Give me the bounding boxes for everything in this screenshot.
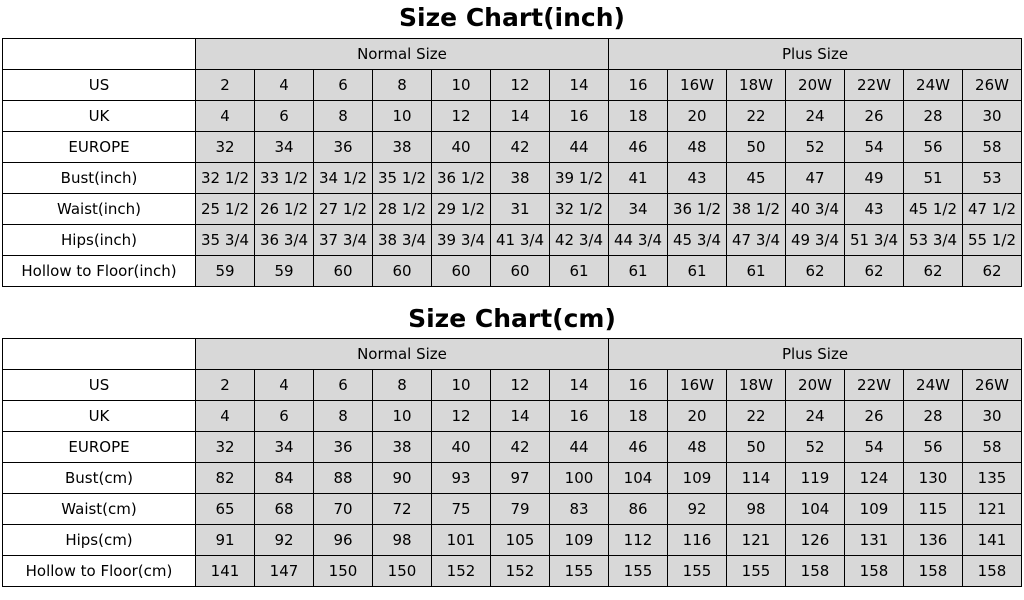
table-row [3, 370, 1022, 401]
table-cell: 36 3/4 [255, 224, 314, 255]
table-cell: 93 [432, 463, 491, 494]
table-cell: 12 [432, 401, 491, 432]
table-cell: 42 [491, 131, 550, 162]
table-corner-cell [3, 38, 196, 69]
table-cell: 131 [845, 525, 904, 556]
table-cell: 141 [963, 525, 1022, 556]
table-cell: 60 [432, 255, 491, 286]
table-cell: 92 [255, 525, 314, 556]
table-cell: 91 [196, 525, 255, 556]
table-cell: 8 [373, 370, 432, 401]
table-cell: 46 [609, 131, 668, 162]
table-cell: 150 [373, 556, 432, 587]
table-cell: 86 [609, 494, 668, 525]
table-cell: 141 [196, 556, 255, 587]
table-cell: 109 [668, 463, 727, 494]
table-cell: 54 [845, 432, 904, 463]
table-cell: 22 [727, 100, 786, 131]
table-cell: 45 [727, 162, 786, 193]
table-cell: 62 [904, 255, 963, 286]
group-header-normal-size: Normal Size [196, 38, 609, 69]
table-cell: 114 [727, 463, 786, 494]
table-cell: 22W [845, 69, 904, 100]
table-cell: 130 [904, 463, 963, 494]
table-cell: 20 [668, 100, 727, 131]
table-cell: 31 [491, 193, 550, 224]
group-header-row [3, 38, 1022, 69]
table-cell: 26W [963, 370, 1022, 401]
table-row [3, 401, 1022, 432]
table-cell: 90 [373, 463, 432, 494]
page-title-cm: Size Chart(cm) [408, 303, 616, 333]
table-row [3, 463, 1022, 494]
table-cell: 61 [550, 255, 609, 286]
table-row [3, 525, 1022, 556]
table-cell: 16 [609, 370, 668, 401]
table-cell: 26 [845, 100, 904, 131]
row-label: Hollow to Floor(cm) [3, 556, 196, 587]
table-cell: 83 [550, 494, 609, 525]
table-cell: 10 [432, 69, 491, 100]
table-cell: 126 [786, 525, 845, 556]
table-cell: 41 [609, 162, 668, 193]
size-chart-cm-table [2, 338, 1022, 587]
table-cell: 112 [609, 525, 668, 556]
table-cell: 16 [550, 401, 609, 432]
table-cell: 56 [904, 131, 963, 162]
table-cell: 38 [373, 432, 432, 463]
group-header-plus-size: Plus Size [609, 339, 1022, 370]
table-cell: 26 1/2 [255, 193, 314, 224]
size-chart-cm-block [0, 301, 1024, 588]
table-cell: 34 1/2 [314, 162, 373, 193]
table-cell: 43 [845, 193, 904, 224]
table-cell: 6 [255, 100, 314, 131]
table-cell: 52 [786, 131, 845, 162]
table-cell: 121 [727, 525, 786, 556]
table-cell: 48 [668, 432, 727, 463]
table-cell: 88 [314, 463, 373, 494]
table-cell: 22 [727, 401, 786, 432]
table-cell: 48 [668, 131, 727, 162]
table-cell: 155 [609, 556, 668, 587]
table-cell: 29 1/2 [432, 193, 491, 224]
table-cell: 45 1/2 [904, 193, 963, 224]
table-cell: 16 [609, 69, 668, 100]
table-cell: 32 1/2 [196, 162, 255, 193]
table-cell: 58 [963, 432, 1022, 463]
table-cell: 12 [491, 69, 550, 100]
table-cell: 44 [550, 131, 609, 162]
table-cell: 58 [963, 131, 1022, 162]
table-cell: 8 [314, 100, 373, 131]
table-cell: 28 [904, 401, 963, 432]
row-label: Bust(inch) [3, 162, 196, 193]
table-cell: 4 [196, 100, 255, 131]
table-cell: 18 [609, 401, 668, 432]
table-cell: 20 [668, 401, 727, 432]
table-cell: 42 [491, 432, 550, 463]
table-cell: 18W [727, 370, 786, 401]
table-cell: 32 [196, 432, 255, 463]
table-cell: 36 1/2 [432, 162, 491, 193]
table-cell: 16W [668, 370, 727, 401]
size-chart-cm-body [3, 339, 1022, 587]
table-cell: 60 [314, 255, 373, 286]
table-cell: 26W [963, 69, 1022, 100]
table-cell: 41 3/4 [491, 224, 550, 255]
row-label: US [3, 370, 196, 401]
table-cell: 105 [491, 525, 550, 556]
table-cell: 97 [491, 463, 550, 494]
table-cell: 2 [196, 370, 255, 401]
table-cell: 109 [845, 494, 904, 525]
table-cell: 10 [373, 100, 432, 131]
table-cell: 55 1/2 [963, 224, 1022, 255]
row-label: US [3, 69, 196, 100]
table-cell: 14 [491, 100, 550, 131]
table-cell: 61 [609, 255, 668, 286]
table-cell: 49 [845, 162, 904, 193]
table-cell: 40 [432, 432, 491, 463]
table-cell: 45 3/4 [668, 224, 727, 255]
table-cell: 158 [963, 556, 1022, 587]
table-cell: 136 [904, 525, 963, 556]
table-cell: 59 [255, 255, 314, 286]
table-cell: 6 [314, 69, 373, 100]
table-cell: 82 [196, 463, 255, 494]
table-cell: 47 1/2 [963, 193, 1022, 224]
table-cell: 96 [314, 525, 373, 556]
table-cell: 28 1/2 [373, 193, 432, 224]
group-header-normal-size: Normal Size [196, 339, 609, 370]
table-row [3, 432, 1022, 463]
table-row [3, 556, 1022, 587]
row-label: Waist(inch) [3, 193, 196, 224]
table-cell: 16 [550, 100, 609, 131]
row-label: Waist(cm) [3, 494, 196, 525]
table-cell: 35 3/4 [196, 224, 255, 255]
table-cell: 98 [373, 525, 432, 556]
table-cell: 6 [255, 401, 314, 432]
table-cell: 60 [373, 255, 432, 286]
table-cell: 34 [609, 193, 668, 224]
table-row [3, 193, 1022, 224]
table-cell: 61 [727, 255, 786, 286]
table-cell: 4 [255, 69, 314, 100]
table-cell: 40 3/4 [786, 193, 845, 224]
table-cell: 53 [963, 162, 1022, 193]
size-chart-inch-block [0, 0, 1024, 287]
table-cell: 24W [904, 69, 963, 100]
table-cell: 84 [255, 463, 314, 494]
table-cell: 30 [963, 401, 1022, 432]
table-cell: 152 [491, 556, 550, 587]
table-cell: 34 [255, 432, 314, 463]
table-cell: 16W [668, 69, 727, 100]
table-row [3, 162, 1022, 193]
table-cell: 101 [432, 525, 491, 556]
table-cell: 158 [845, 556, 904, 587]
table-cell: 14 [491, 401, 550, 432]
table-cell: 98 [727, 494, 786, 525]
table-cell: 62 [963, 255, 1022, 286]
table-cell: 119 [786, 463, 845, 494]
table-cell: 75 [432, 494, 491, 525]
table-cell: 158 [786, 556, 845, 587]
table-cell: 56 [904, 432, 963, 463]
table-cell: 36 [314, 432, 373, 463]
table-cell: 27 1/2 [314, 193, 373, 224]
row-label: UK [3, 100, 196, 131]
table-cell: 12 [491, 370, 550, 401]
table-cell: 20W [786, 370, 845, 401]
table-cell: 39 3/4 [432, 224, 491, 255]
table-row [3, 69, 1022, 100]
table-cell: 61 [668, 255, 727, 286]
table-cell: 38 3/4 [373, 224, 432, 255]
table-row [3, 255, 1022, 286]
table-cell: 60 [491, 255, 550, 286]
row-label: EUROPE [3, 131, 196, 162]
table-row [3, 131, 1022, 162]
table-cell: 70 [314, 494, 373, 525]
table-cell: 24 [786, 100, 845, 131]
table-corner-cell [3, 339, 196, 370]
table-cell: 104 [786, 494, 845, 525]
table-cell: 124 [845, 463, 904, 494]
table-cell: 24 [786, 401, 845, 432]
row-label: Bust(cm) [3, 463, 196, 494]
table-cell: 47 3/4 [727, 224, 786, 255]
table-cell: 155 [727, 556, 786, 587]
row-label: Hips(inch) [3, 224, 196, 255]
table-cell: 4 [196, 401, 255, 432]
table-cell: 44 [550, 432, 609, 463]
table-cell: 14 [550, 69, 609, 100]
page-title-inch: Size Chart(inch) [399, 3, 625, 32]
row-label: Hollow to Floor(inch) [3, 255, 196, 286]
table-cell: 46 [609, 432, 668, 463]
table-cell: 35 1/2 [373, 162, 432, 193]
table-cell: 100 [550, 463, 609, 494]
section-divider [0, 287, 1024, 301]
table-cell: 79 [491, 494, 550, 525]
table-cell: 38 [373, 131, 432, 162]
table-cell: 158 [904, 556, 963, 587]
table-cell: 33 1/2 [255, 162, 314, 193]
row-label: EUROPE [3, 432, 196, 463]
table-cell: 37 3/4 [314, 224, 373, 255]
table-cell: 51 [904, 162, 963, 193]
table-cell: 40 [432, 131, 491, 162]
row-label: UK [3, 401, 196, 432]
table-cell: 6 [314, 370, 373, 401]
table-cell: 8 [373, 69, 432, 100]
table-cell: 47 [786, 162, 845, 193]
table-cell: 51 3/4 [845, 224, 904, 255]
table-cell: 30 [963, 100, 1022, 131]
table-cell: 155 [668, 556, 727, 587]
table-cell: 147 [255, 556, 314, 587]
table-cell: 92 [668, 494, 727, 525]
size-chart-inch-table [2, 38, 1022, 287]
table-cell: 10 [373, 401, 432, 432]
table-cell: 43 [668, 162, 727, 193]
table-cell: 10 [432, 370, 491, 401]
table-cell: 4 [255, 370, 314, 401]
table-cell: 65 [196, 494, 255, 525]
table-cell: 36 1/2 [668, 193, 727, 224]
group-header-row [3, 339, 1022, 370]
table-cell: 59 [196, 255, 255, 286]
table-cell: 68 [255, 494, 314, 525]
table-cell: 50 [727, 131, 786, 162]
table-cell: 121 [963, 494, 1022, 525]
table-cell: 109 [550, 525, 609, 556]
table-cell: 150 [314, 556, 373, 587]
table-cell: 72 [373, 494, 432, 525]
table-cell: 52 [786, 432, 845, 463]
table-cell: 18 [609, 100, 668, 131]
table-cell: 115 [904, 494, 963, 525]
table-cell: 62 [786, 255, 845, 286]
table-cell: 39 1/2 [550, 162, 609, 193]
table-cell: 26 [845, 401, 904, 432]
group-header-plus-size: Plus Size [609, 38, 1022, 69]
table-cell: 50 [727, 432, 786, 463]
table-row [3, 224, 1022, 255]
size-chart-inch-body [3, 38, 1022, 286]
table-row [3, 100, 1022, 131]
table-cell: 22W [845, 370, 904, 401]
table-cell: 38 1/2 [727, 193, 786, 224]
table-cell: 18W [727, 69, 786, 100]
table-cell: 12 [432, 100, 491, 131]
table-cell: 53 3/4 [904, 224, 963, 255]
table-cell: 155 [550, 556, 609, 587]
table-cell: 54 [845, 131, 904, 162]
table-cell: 34 [255, 131, 314, 162]
table-cell: 42 3/4 [550, 224, 609, 255]
table-cell: 44 3/4 [609, 224, 668, 255]
table-cell: 14 [550, 370, 609, 401]
table-cell: 28 [904, 100, 963, 131]
table-cell: 24W [904, 370, 963, 401]
table-cell: 36 [314, 131, 373, 162]
row-label: Hips(cm) [3, 525, 196, 556]
table-cell: 135 [963, 463, 1022, 494]
table-cell: 62 [845, 255, 904, 286]
table-cell: 38 [491, 162, 550, 193]
table-cell: 116 [668, 525, 727, 556]
table-cell: 32 1/2 [550, 193, 609, 224]
table-row [3, 494, 1022, 525]
table-cell: 32 [196, 131, 255, 162]
table-cell: 20W [786, 69, 845, 100]
table-cell: 8 [314, 401, 373, 432]
table-cell: 104 [609, 463, 668, 494]
table-cell: 2 [196, 69, 255, 100]
table-cell: 49 3/4 [786, 224, 845, 255]
table-cell: 25 1/2 [196, 193, 255, 224]
table-cell: 152 [432, 556, 491, 587]
